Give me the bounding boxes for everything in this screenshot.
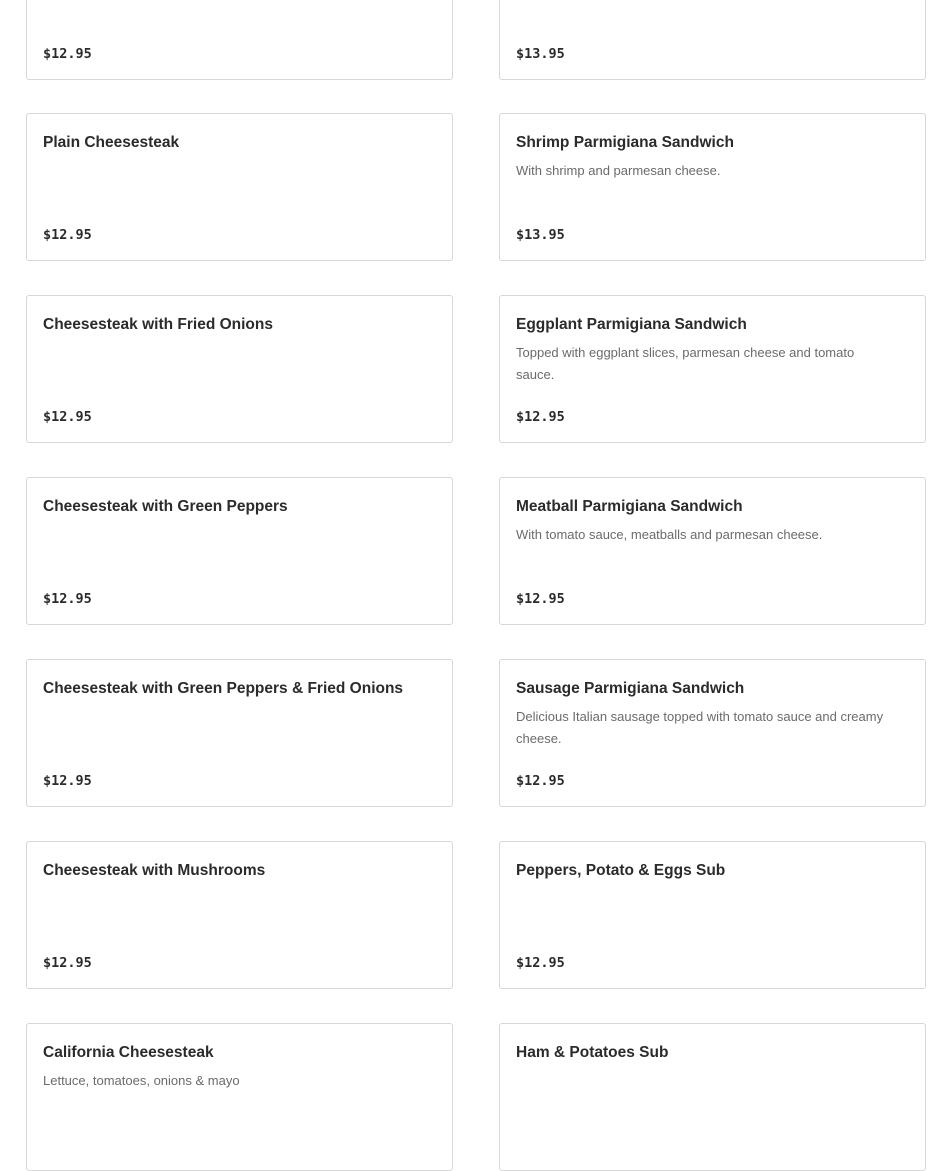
menu-item-card[interactable] bbox=[499, 0, 926, 80]
menu-item-price: $12.95 bbox=[43, 773, 92, 789]
menu-item-price: $12.95 bbox=[43, 409, 92, 425]
menu-item-name: Sausage Parmigiana Sandwich bbox=[516, 680, 745, 697]
menu-item-name: Cheesesteak with Fried Onions bbox=[43, 316, 273, 333]
menu-item-name: Shrimp Parmigiana Sandwich bbox=[516, 134, 734, 151]
menu-item-description: Delicious Italian sausage topped with tomato sauce and creamy cheese. bbox=[516, 709, 884, 746]
menu-item-name: Cheesesteak with Mushrooms bbox=[43, 862, 266, 879]
menu-item-price: $12.95 bbox=[516, 955, 565, 971]
menu-item-description: Topped with eggplant slices, parmesan cheese and tomato sauce. bbox=[516, 345, 855, 382]
menu-item-card[interactable] bbox=[499, 477, 926, 625]
menu-item-name: Cheesesteak with Green Peppers & Fried Onions bbox=[43, 680, 404, 697]
menu-item-card[interactable] bbox=[499, 841, 926, 989]
menu-item-price: $12.95 bbox=[43, 591, 92, 607]
menu-item-card[interactable] bbox=[26, 841, 453, 989]
menu-item-price: $13.95 bbox=[516, 46, 565, 62]
menu-item-card[interactable] bbox=[499, 1023, 926, 1171]
menu-item-description: Lettuce, tomatoes, onions & mayo bbox=[43, 1073, 240, 1088]
menu-item-card[interactable] bbox=[26, 0, 453, 80]
menu-item-description: With tomato sauce, meatballs and parmesan cheese. bbox=[516, 527, 823, 542]
menu-item-card[interactable] bbox=[26, 1023, 453, 1171]
menu-item-description: With shrimp and parmesan cheese. bbox=[516, 163, 721, 178]
menu-item-price: $13.95 bbox=[516, 227, 565, 243]
menu-item-card[interactable] bbox=[26, 295, 453, 443]
menu-item-name: Ham & Potatoes Sub bbox=[516, 1044, 669, 1061]
menu-item-price: $12.95 bbox=[43, 46, 92, 62]
menu-item-price: $12.95 bbox=[516, 591, 565, 607]
menu-item-name: Plain Cheesesteak bbox=[43, 134, 180, 151]
menu-item-card[interactable] bbox=[26, 477, 453, 625]
menu-item-price: $12.95 bbox=[516, 409, 565, 425]
menu-item-name: Meatball Parmigiana Sandwich bbox=[516, 498, 743, 515]
menu-item-price: $12.95 bbox=[43, 227, 92, 243]
menu-item-name: Peppers, Potato & Eggs Sub bbox=[516, 862, 726, 879]
menu-item-name: California Cheesesteak bbox=[43, 1044, 214, 1061]
menu-item-card[interactable] bbox=[26, 659, 453, 807]
menu-item-name: Cheesesteak with Green Peppers bbox=[43, 498, 288, 515]
menu-item-name: Eggplant Parmigiana Sandwich bbox=[516, 316, 747, 333]
menu-item-card[interactable] bbox=[499, 295, 926, 443]
menu-item-card[interactable] bbox=[499, 659, 926, 807]
menu-item-price: $12.95 bbox=[516, 773, 565, 789]
menu-item-card[interactable] bbox=[26, 113, 453, 261]
menu-item-price: $12.95 bbox=[43, 955, 92, 971]
menu-item-card[interactable] bbox=[499, 113, 926, 261]
